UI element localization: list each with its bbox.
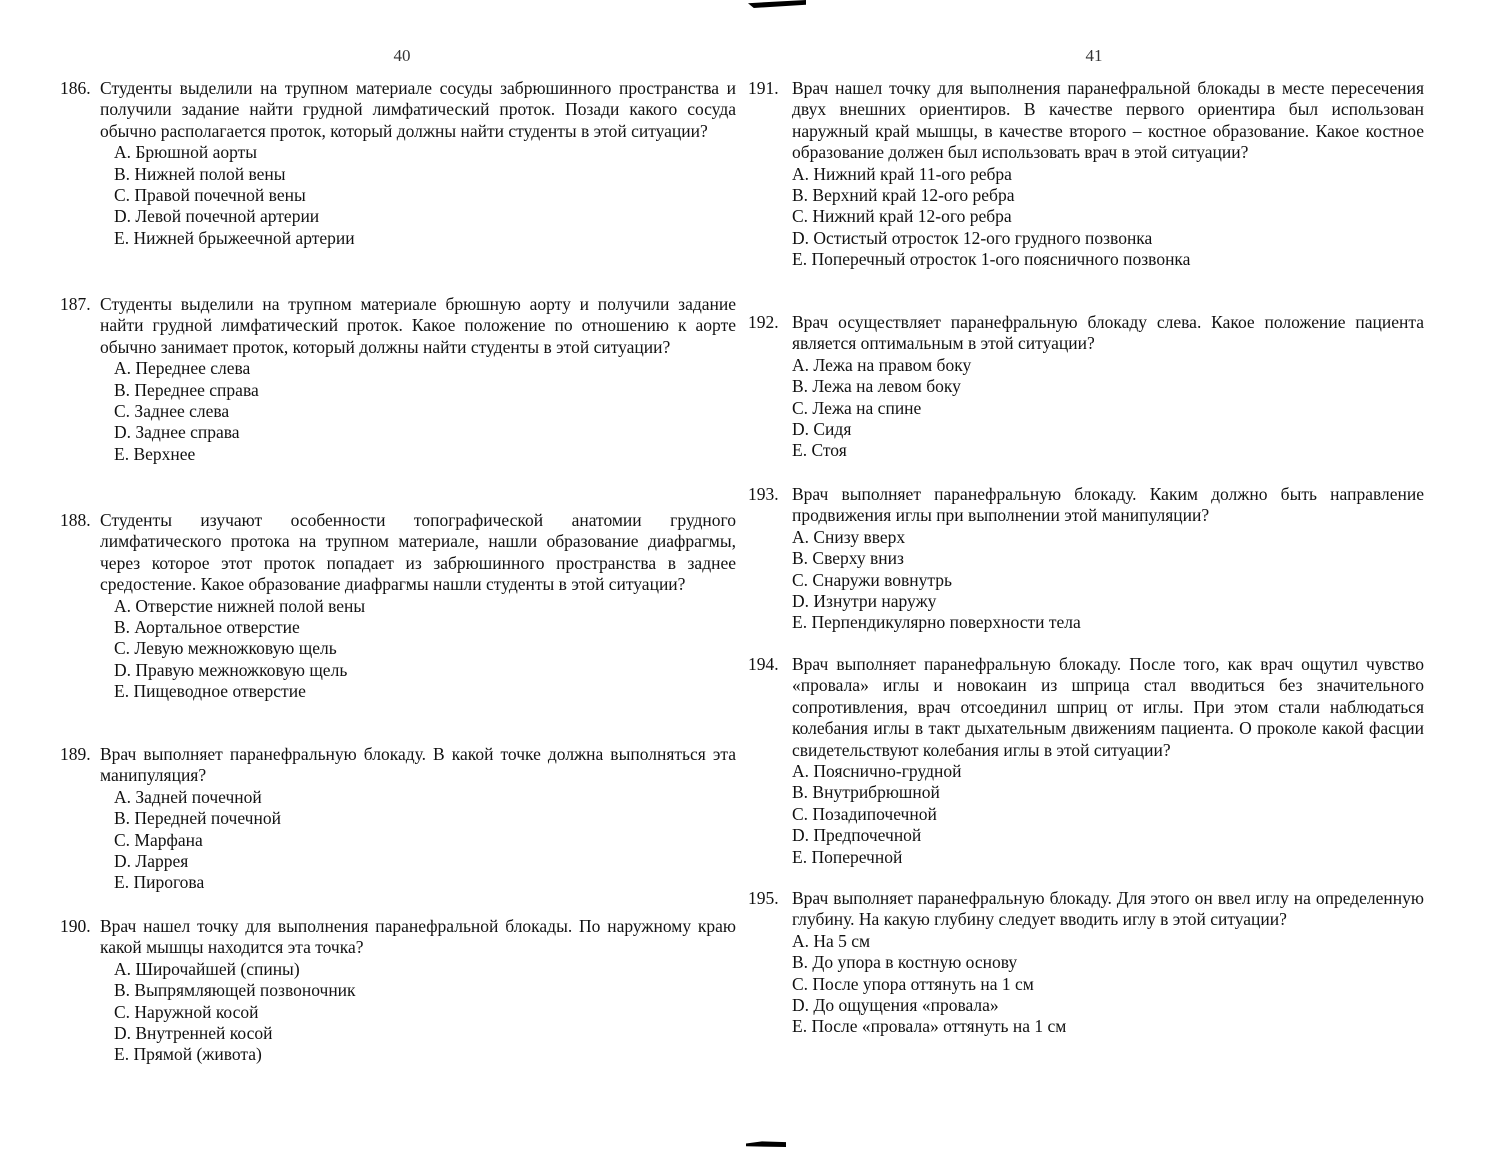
answer-option: A. На 5 см [792,930,871,951]
answer-options [60,596,736,703]
question-192 [748,312,1424,462]
answer-options [748,164,1424,271]
answer-option: A. Брюшной аорты [114,142,258,163]
question-number: 193. [748,484,779,504]
question-text: Студенты выделили на трупном материале брюшную аорту и получили задание найти грудной лимфатический проток. Какое положение по отношению к аорте обычно занимает проток, который должны найти студенты в этой ситуации? [100,294,736,357]
question-186 [60,78,736,249]
question-text: Студенты выделили на трупном материале сосуды забрюшинного пространства и получили задание найти грудной лимфатический проток. Позади какого сосуда обычно располагается проток, который должны найти студенты в этой ситуации? [100,78,736,141]
question-number: 191. [748,78,779,98]
answer-option: D. Заднее справа [114,422,240,443]
answer-option: A. Нижний край 11-ого ребра [792,163,1012,184]
right-page [748,0,1424,1153]
answer-option: D. Левой почечной артерии [114,206,320,227]
answer-option: E. Поперечной [792,846,903,867]
question-193 [748,484,1424,634]
question-187 [60,294,736,465]
answer-option: C. Заднее слева [114,401,230,422]
answer-option: E. Пищеводное отверстие [114,681,306,702]
question-195 [748,888,1424,1038]
answer-option: B. Лежа на левом боку [792,376,961,397]
question-text: Врач выполняет паранефральную блокаду. Для этого он ввел иглу на определенную глубину. На какую глубину следует вводить иглу в этой ситуации? [792,888,1424,930]
question-number: 194. [748,654,779,674]
answer-option: A. Задней почечной [114,786,262,807]
answer-option: B. Внутрибрюшной [792,782,940,803]
answer-option: B. Передней почечной [114,808,281,829]
question-number: 188. [60,510,91,530]
answer-option: C. Правой почечной вены [114,185,306,206]
answer-option: A. Переднее слева [114,358,251,379]
answer-option: C. Левую межножковую щель [114,638,337,659]
question-text: Врач выполняет паранефральную блокаду. В какой точке должна выполняться эта манипуляция? [100,744,736,786]
answer-option: E. Прямой (живота) [114,1044,262,1065]
answer-option: E. После «провала» оттянуть на 1 см [792,1016,1067,1037]
answer-option: B. Аортальное отверстие [114,617,300,638]
answer-option: B. Верхний край 12-ого ребра [792,185,1015,206]
answer-option: B. Нижней полой вены [114,163,286,184]
answer-option: C. После упора оттянуть на 1 см [792,973,1034,994]
answer-options [748,355,1424,462]
answer-option: C. Снаружи вовнутрь [792,569,952,590]
answer-option: E. Перпендикулярно поверхности тела [792,612,1081,633]
answer-option: B. Выпрямляющей позвоночник [114,980,356,1001]
answer-option: C. Марфана [114,829,203,850]
question-number: 195. [748,888,779,908]
question-number: 190. [60,916,91,936]
answer-option: D. Предпочечной [792,825,922,846]
answer-option: A. Лежа на правом боку [792,354,972,375]
question-text: Студенты изучают особенности топографической анатомии грудного лимфатического протока на трупном материале, нашли образование диафрагмы, через которое этот проток попадает из забрюшинного пространства в заднее средостение. Какое образование диафрагмы нашли студенты в этой ситуации? [100,510,736,595]
question-188 [60,510,736,703]
question-number: 186. [60,78,91,98]
answer-option: B. Сверху вниз [792,548,904,569]
answer-option: A. Широчайшей (спины) [114,958,300,979]
answer-option: E. Пирогова [114,872,205,893]
answer-options [748,931,1424,1038]
answer-option: E. Стоя [792,440,847,461]
answer-option: D. Остистый отросток 12-ого грудного позвонка [792,227,1153,248]
question-191 [748,78,1424,271]
answer-option: D. Сидя [792,419,852,440]
answer-option: D. Ларрея [114,851,189,872]
answer-option: E. Верхнее [114,443,196,464]
page-number: 41 [1085,46,1103,65]
answer-options [60,959,736,1066]
answer-option: D. Изнутри наружу [792,591,937,612]
question-number: 187. [60,294,91,314]
answer-options [748,527,1424,634]
page-number: 40 [393,46,411,65]
question-text: Врач нашел точку для выполнения паранефральной блокады. По наружному краю какой мышцы находится эта точка? [100,916,736,958]
answer-option: C. Наружной косой [114,1001,259,1022]
answer-option: C. Позадипочечной [792,803,937,824]
answer-option: E. Поперечный отросток 1-ого поясничного позвонка [792,249,1191,270]
question-number: 192. [748,312,779,332]
answer-options [60,787,736,894]
answer-option: D. Внутренней косой [114,1023,273,1044]
answer-option: D. Правую межножковую щель [114,659,348,680]
question-number: 189. [60,744,91,764]
answer-option: E. Нижней брыжеечной артерии [114,227,355,248]
answer-option: C. Нижний край 12-ого ребра [792,206,1012,227]
question-text: Врач выполняет паранефральную блокаду. Каким должно быть направление продвижения иглы при выполнении этой манипуляции? [792,484,1424,526]
answer-options [60,358,736,465]
left-page [60,0,736,1153]
answer-option: A. Отверстие нижней полой вены [114,595,366,616]
answer-option: D. До ощущения «провала» [792,995,999,1016]
question-text: Врач выполняет паранефральную блокаду. После того, как врач ощутил чувство «провала» иглы и новокаин из шприца стал вводиться без значительного сопротивления, врач отсоединил шприц от иглы. При этом стали наблюдаться колебания иглы в такт дыхательным движениям пациента. О проколе какой фасции свидетельствуют колебания иглы в этой ситуации? [792,654,1424,760]
answer-options [60,142,736,249]
question-194 [748,654,1424,868]
question-190 [60,916,736,1066]
answer-option: B. Переднее справа [114,379,259,400]
answer-options [748,761,1424,868]
answer-option: B. До упора в костную основу [792,952,1018,973]
question-text: Врач осуществляет паранефральную блокаду слева. Какое положение пациента является оптимальным в этой ситуации? [792,312,1424,354]
answer-option: C. Лежа на спине [792,397,922,418]
question-189 [60,744,736,894]
question-text: Врач нашел точку для выполнения паранефральной блокады в месте пересечения двух внешних ориентиров. В качестве первого ориентира был использован наружный край мышцы, в качестве второго – костное образование. Какое костное образование должен был использовать врач в этой ситуации? [792,78,1424,163]
answer-option: A. Пояснично-грудной [792,761,962,782]
answer-option: A. Снизу вверх [792,526,906,547]
